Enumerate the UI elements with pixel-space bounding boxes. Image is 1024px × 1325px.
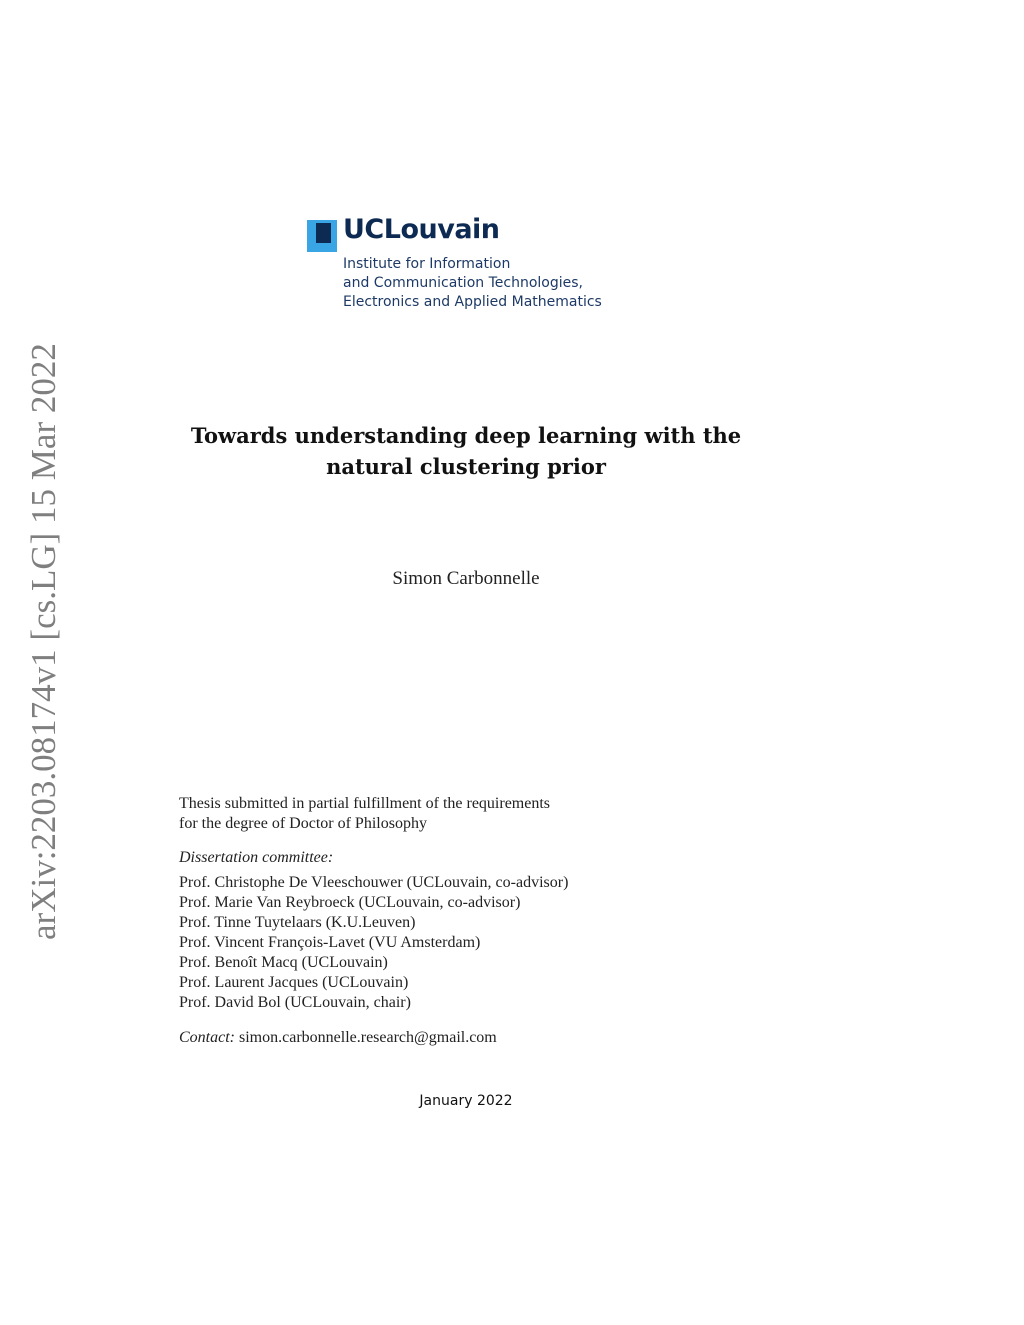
contact-line — [179, 1028, 497, 1048]
arxiv-identifier-stamp: arXiv:2203.08174v1 [cs.LG] 15 Mar 2022 — [24, 343, 63, 940]
logo-mark-dark-square — [316, 223, 331, 243]
submission-date: January 2022 — [419, 1093, 513, 1109]
title-line: natural clustering prior — [326, 454, 606, 479]
committee-member: Prof. Christophe De Vleeschouwer (UCLouvain, co-advisor) — [179, 874, 569, 891]
committee-heading: Dissertation committee: — [179, 849, 334, 866]
committee-member: Prof. Tinne Tuytelaars (K.U.Leuven) — [179, 914, 416, 931]
thesis-statement — [179, 794, 550, 834]
author-name: Simon Carbonnelle — [392, 568, 540, 589]
thesis-statement-line: Thesis submitted in partial fulfillment of the requirements — [179, 795, 551, 812]
institute-name-line: Electronics and Applied Mathematics — [343, 294, 602, 310]
thesis-title — [160, 420, 772, 482]
institute-name-line: Institute for Information — [343, 256, 511, 272]
committee-list — [179, 873, 568, 1013]
thesis-statement-line: for the degree of Doctor of Philosophy — [179, 815, 427, 832]
committee-member: Prof. David Bol (UCLouvain, chair) — [179, 994, 411, 1011]
institute-name — [343, 255, 602, 312]
uclouvain-logo — [307, 214, 637, 318]
committee-member: Prof. Marie Van Reybroeck (UCLouvain, co-advisor) — [179, 894, 521, 911]
uclouvain-logo-mark — [307, 220, 337, 252]
contact-label: Contact: — [179, 1029, 235, 1046]
title-line: Towards understanding deep learning with the — [190, 423, 742, 448]
committee-member: Prof. Laurent Jacques (UCLouvain) — [179, 974, 409, 991]
committee-member: Prof. Vincent François-Lavet (VU Amsterdam) — [179, 934, 481, 951]
committee-member: Prof. Benoît Macq (UCLouvain) — [179, 954, 388, 971]
logo-wordmark: UCLouvain — [343, 214, 500, 245]
institute-name-line: and Communication Technologies, — [343, 275, 583, 291]
contact-email[interactable]: simon.carbonnelle.research@gmail.com — [239, 1029, 497, 1046]
